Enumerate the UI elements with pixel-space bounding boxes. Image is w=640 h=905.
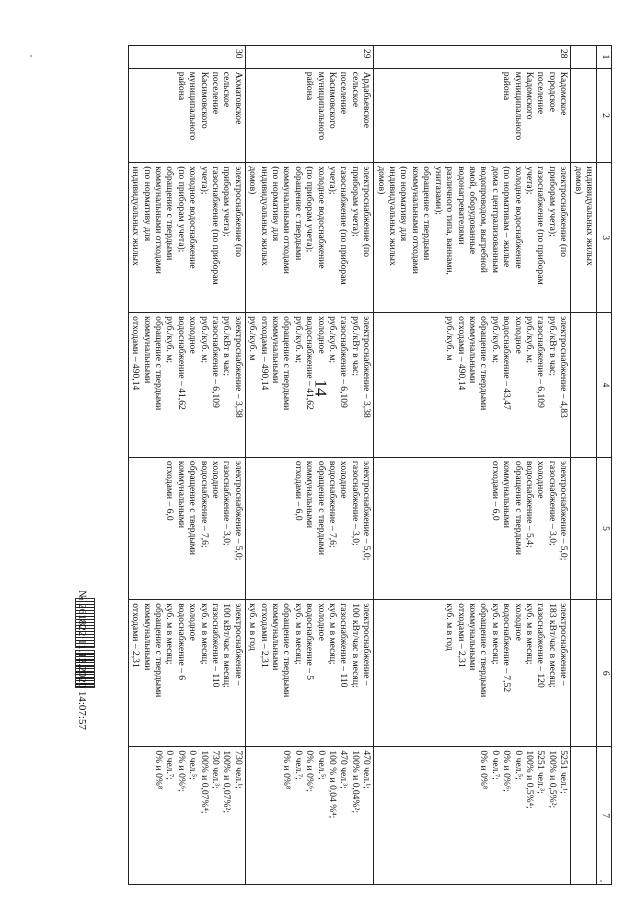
- cell-text-line: отходами – 2,31: [258, 603, 270, 668]
- cell-text-line: коммунальными: [141, 603, 153, 671]
- cell-text-line: ямой, оборудованные: [466, 166, 478, 255]
- cell-text-line: домов): [572, 166, 584, 195]
- cell-text-line: 0 чел.⁷;: [489, 750, 501, 780]
- cell-text-line: куб. м в месяц;: [327, 603, 339, 665]
- cell-text-line: электроснабжение –: [361, 603, 373, 686]
- cell-text-line: руб./куб. м;: [327, 316, 339, 364]
- cell-text-line: муниципального: [512, 71, 524, 141]
- cell-text-line: обращение с твердыми: [187, 460, 199, 555]
- cell-text-line: индивидуальных жилых: [258, 166, 270, 266]
- cell-text-line: электроснабжение –: [558, 603, 570, 686]
- cell-text-line: 0% и 0%⁶;: [304, 750, 316, 792]
- header-col-6: 6: [597, 600, 612, 747]
- header-col-1: 1: [597, 46, 612, 69]
- rotated-table-container: [52, 45, 612, 885]
- services-cell: [128, 163, 245, 313]
- cell-text-line: Кадомского: [523, 71, 535, 120]
- cell-text-line: обращение с твердыми: [164, 166, 176, 261]
- cell-text-line: куб. м в месяц;: [292, 603, 304, 665]
- row-number: 28: [374, 46, 571, 69]
- cell-text-line: куб. м в год: [247, 603, 259, 651]
- volumes-cell: [374, 600, 571, 747]
- volumes-cell: [245, 600, 373, 747]
- cell-text-line: 0 чел.⁷;: [292, 750, 304, 780]
- cell-text-line: индивидуальных жилых: [387, 166, 399, 266]
- table-cell: [571, 457, 597, 599]
- cell-text-line: руб./куб. м: [444, 316, 456, 361]
- tariffs-cell: [245, 313, 373, 458]
- cell-text-line: сельское: [221, 71, 233, 108]
- cell-text-line: водопроводом, выгребной: [478, 166, 490, 273]
- cell-text-line: куб. м в месяц;: [523, 603, 535, 665]
- cell-text-line: водоснабжение – 5,4;: [523, 460, 535, 548]
- table-cell: [571, 68, 597, 163]
- cell-text-line: учета);: [327, 166, 339, 195]
- cell-text-line: поселение: [210, 71, 221, 115]
- growth-cell: [128, 457, 245, 599]
- cell-text-line: холодное: [210, 460, 221, 499]
- cell-text-line: водоснабжение – 5: [304, 603, 316, 681]
- cell-text-line: электроснабжение – 5,0;: [232, 460, 244, 561]
- cell-text-line: домов): [247, 166, 259, 195]
- cell-text-line: муниципального: [187, 71, 199, 141]
- cell-text-line: 100 % и 0,04 %⁴;: [327, 750, 339, 819]
- cell-text-line: руб./куб. м: [247, 316, 259, 361]
- table-cell: [571, 747, 597, 885]
- cell-text-line: коммунальными: [270, 316, 282, 384]
- table-cell: [571, 600, 597, 747]
- cell-text-line: холодное: [535, 460, 547, 499]
- header-col-4: 4: [597, 313, 612, 458]
- cell-text-line: Ахматовское: [232, 71, 244, 125]
- cell-text-line: района: [304, 71, 316, 101]
- cell-text-line: газоснабжение (по приборам: [338, 166, 350, 285]
- cell-text-line: электроснабжение (по: [361, 166, 373, 257]
- cell-text-line: района: [175, 71, 187, 101]
- cell-text-line: (по приборам учета);: [175, 166, 187, 253]
- cell-text-line: водонагревателями: [455, 166, 467, 245]
- cell-text-line: 0 чел.⁵;: [512, 750, 524, 780]
- cell-text-line: коммунальными отходами: [152, 166, 164, 274]
- municipality-name: [374, 68, 571, 163]
- cell-text-line: куб. м в год: [444, 603, 456, 651]
- cell-text-line: 5251 чел.¹;: [558, 750, 570, 794]
- cell-text-line: холодное водоснабжение: [187, 166, 199, 269]
- cell-text-line: холодное: [512, 316, 524, 354]
- cell-text-line: коммунальными отходами: [281, 166, 293, 274]
- cell-text-line: холодное: [315, 316, 327, 354]
- cell-text-line: домов): [375, 166, 387, 195]
- cell-text-line: (по приборам учета);: [304, 166, 316, 253]
- cell-text-line: 470 чел.¹;: [361, 750, 373, 789]
- cell-text-line: приборам учета);: [546, 166, 558, 237]
- cell-text-line: 0 чел.⁷;: [164, 750, 176, 780]
- header-col-7: 7: [597, 747, 612, 885]
- cell-text-line: коммунальными: [304, 460, 316, 529]
- cell-text-line: обращение с твердыми: [315, 460, 327, 555]
- table-cell: [571, 163, 597, 313]
- cell-text-line: обращение с твердыми: [152, 316, 164, 411]
- cell-text-line: руб./куб. м;: [523, 316, 535, 364]
- cell-text-line: 730 чел.³;: [210, 750, 221, 789]
- cell-text-line: руб./куб. м;: [292, 316, 304, 364]
- cell-text-line: 100 кВт/час в месяц;: [349, 603, 361, 688]
- cell-text-line: 100% и 0,07%²;: [221, 750, 233, 814]
- scan-speck: [30, 55, 32, 57]
- cell-text-line: отходами – 6,0: [164, 460, 176, 521]
- cell-text-line: отходами – 6,0: [489, 460, 501, 521]
- cell-text-line: приборам учета);: [349, 166, 361, 237]
- cell-text-line: муниципального: [315, 71, 327, 141]
- cell-text-line: куб. м в месяц;: [489, 603, 501, 665]
- growth-cell: [374, 457, 571, 599]
- cell-text-line: электроснабжение –: [232, 603, 244, 686]
- cell-text-line: газоснабжение – 3,0;: [546, 460, 558, 546]
- cell-text-line: коммунальными: [466, 603, 478, 671]
- cell-text-line: водоснабжение – 41,62: [304, 316, 316, 410]
- cell-text-line: (по нормативам – жилые: [501, 166, 513, 268]
- cell-text-line: отходами – 490,14: [455, 316, 467, 391]
- cell-text-line: 100% и 0,5%⁴;: [523, 750, 535, 809]
- cell-text-line: коммунальными: [141, 316, 153, 384]
- cell-text-line: руб./куб. м;: [164, 316, 176, 364]
- cell-text-line: газоснабжение (по приборам: [535, 166, 547, 285]
- volumes-cell: [128, 600, 245, 747]
- cell-text-line: унитазами);: [432, 166, 444, 215]
- cell-text-line: 0% и 0%⁶;: [175, 750, 187, 792]
- cell-text-line: сельское: [349, 71, 361, 108]
- cell-text-line: дома с централизованным: [489, 166, 501, 273]
- cell-text-line: руб./куб. м;: [198, 316, 210, 364]
- cell-text-line: 0 чел.⁵;: [315, 750, 327, 780]
- cell-text-line: руб./куб. м;: [489, 316, 501, 364]
- row-number: 29: [245, 46, 373, 69]
- cell-text-line: руб./кВт в час;: [221, 316, 233, 377]
- cell-text-line: обращение с твердыми: [292, 166, 304, 261]
- cell-text-line: 183 кВт/час в месяц;: [546, 603, 558, 688]
- cell-text-line: различного типа, ваннами,: [444, 166, 456, 275]
- header-col-2: 2: [597, 68, 612, 163]
- cell-text-line: газоснабжение – 3,0;: [349, 460, 361, 546]
- cell-text-line: отходами – 6,0: [292, 460, 304, 521]
- cell-text-line: водоснабжение – 7,6;: [327, 460, 339, 548]
- cell-text-line: обращение с твердыми: [281, 603, 293, 698]
- services-cell: [374, 163, 571, 313]
- cell-text-line: городское: [546, 71, 558, 113]
- cell-text-line: холодное: [187, 603, 199, 641]
- cell-text-line: электроснабжение (по: [232, 166, 244, 257]
- cell-text-line: 0 чел.⁵;: [187, 750, 199, 780]
- cell-text-line: Ардабьевское: [361, 71, 373, 129]
- cell-text-line: водоснабжение – 7,6;: [198, 460, 210, 548]
- cell-text-line: газоснабжение – 6,109: [535, 316, 547, 408]
- cell-text-line: обращение с твердыми: [281, 316, 293, 411]
- cell-text-line: 0% и 0%⁸: [281, 750, 293, 790]
- cell-text-line: холодное водоснабжение: [512, 166, 524, 269]
- cell-text-line: холодное: [187, 316, 199, 354]
- cell-text-line: газоснабжение – 6,109: [210, 316, 221, 408]
- cell-text-line: отходами – 490,14: [258, 316, 270, 391]
- cell-text-line: индивидуальных жилых: [130, 166, 142, 266]
- cell-text-line: электроснабжение – 5,0;: [558, 460, 570, 561]
- cell-text-line: 730 чел.¹;: [232, 750, 244, 789]
- cell-text-line: газоснабжение – 120: [535, 603, 547, 688]
- cell-text-line: поселение: [535, 71, 547, 115]
- tariffs-cell: [374, 313, 571, 458]
- services-cell: [245, 163, 373, 313]
- cell-text-line: куб. м в месяц;: [198, 603, 210, 665]
- cell-text-line: приборам учета);: [221, 166, 233, 237]
- table-row-continuation: [571, 46, 597, 885]
- cell-text-line: коммунальными отходами: [409, 166, 421, 274]
- cell-text-line: обращение с твердыми: [478, 316, 490, 411]
- population-cell: [245, 747, 373, 885]
- cell-text-line: отходами – 490,14: [130, 316, 142, 391]
- cell-text-line: коммунальными: [175, 460, 187, 529]
- cell-text-line: обращение с твердыми: [478, 603, 490, 698]
- cell-text-line: 100% и 0,5%²;: [546, 750, 558, 809]
- cell-text-line: коммунальными: [270, 603, 282, 671]
- cell-text-line: руб./кВт в час;: [349, 316, 361, 377]
- cell-text-line: Кадомское: [558, 71, 570, 116]
- scan-speck: [600, 880, 602, 882]
- cell-text-line: обращение с твердыми: [512, 460, 524, 555]
- cell-text-line: 470 чел.³;: [338, 750, 350, 789]
- cell-text-line: учета);: [198, 166, 210, 195]
- cell-text-line: электроснабжение – 4,83: [558, 316, 570, 418]
- cell-text-line: водоснабжение – 43,47: [501, 316, 513, 410]
- cell-text-line: 100 кВт/час в месяц;: [221, 603, 233, 688]
- cell-text-line: 5251 чел.³;: [535, 750, 547, 794]
- cell-text-line: коммунальными: [466, 316, 478, 384]
- cell-text-line: обращение с твердыми: [152, 603, 164, 698]
- cell-text-line: электроснабжение – 3,38: [232, 316, 244, 418]
- cell-text-line: электроснабжение (по: [558, 166, 570, 257]
- cell-text-line: 0% и 0%⁸: [478, 750, 490, 790]
- cell-text-line: отходами – 2,31: [130, 603, 142, 668]
- page-number: 14: [311, 379, 331, 397]
- cell-text-line: холодное: [512, 603, 524, 641]
- table-cell: [571, 313, 597, 458]
- row-number: 30: [128, 46, 245, 69]
- cell-text-line: водоснабжение – 7,52: [501, 603, 513, 693]
- population-cell: [128, 747, 245, 885]
- cell-text-line: (по нормативу для: [141, 166, 153, 242]
- municipality-name: [245, 68, 373, 163]
- cell-text-line: холодное водоснабжение: [315, 166, 327, 269]
- cell-text-line: руб./кВт в час;: [546, 316, 558, 377]
- cell-text-line: водоснабжение – 6: [175, 603, 187, 681]
- cell-text-line: 0% и 0%⁶;: [501, 750, 513, 792]
- table-row: [245, 46, 373, 885]
- cell-text-line: Касимовского: [198, 71, 210, 129]
- cell-text-line: учета);: [523, 166, 535, 195]
- cell-text-line: 100% и 0,04%²;: [349, 750, 361, 814]
- table-row: [374, 46, 571, 885]
- utilities-table: [128, 45, 612, 885]
- cell-text-line: 0% и 0%⁸: [152, 750, 164, 790]
- cell-text-line: коммунальными: [501, 460, 513, 529]
- cell-text-line: поселение: [338, 71, 350, 115]
- cell-text-line: (по нормативу для: [398, 166, 410, 242]
- cell-text-line: района: [501, 71, 513, 101]
- table-cell: [571, 46, 597, 69]
- growth-cell: [245, 457, 373, 599]
- population-cell: [374, 747, 571, 885]
- cell-text-line: водоснабжение – 41,62: [175, 316, 187, 410]
- cell-text-line: электроснабжение – 3,38: [361, 316, 373, 418]
- cell-text-line: Касимовского: [327, 71, 339, 129]
- table-row: [128, 46, 245, 885]
- cell-text-line: электроснабжение – 5,0;: [361, 460, 373, 561]
- municipality-name: [128, 68, 245, 163]
- cell-text-line: газоснабжение – 110: [210, 603, 221, 688]
- tariffs-cell: [128, 313, 245, 458]
- header-row: [597, 46, 612, 885]
- cell-text-line: отходами – 2,31: [455, 603, 467, 668]
- cell-text-line: газоснабжение – 6,109: [338, 316, 350, 408]
- cell-text-line: газоснабжение – 3,0;: [221, 460, 233, 546]
- cell-text-line: газоснабжение (по приборам: [210, 166, 221, 285]
- cell-text-line: 100% и 0,07%⁴;: [198, 750, 210, 814]
- cell-text-line: куб. м в месяц;: [164, 603, 176, 665]
- cell-text-line: холодное: [315, 603, 327, 641]
- cell-text-line: индивидуальных жилых: [584, 166, 595, 266]
- header-col-3: 3: [597, 163, 612, 313]
- cell-text-line: газоснабжение – 110: [338, 603, 350, 688]
- cell-text-line: обращение с твердыми: [421, 166, 433, 261]
- cell-text-line: холодное: [338, 460, 350, 499]
- header-col-5: 5: [597, 457, 612, 599]
- document-registration-stamp: № 261822 11.12.2020 14:07:57: [76, 590, 88, 730]
- cell-text-line: (по нормативу для: [270, 166, 282, 242]
